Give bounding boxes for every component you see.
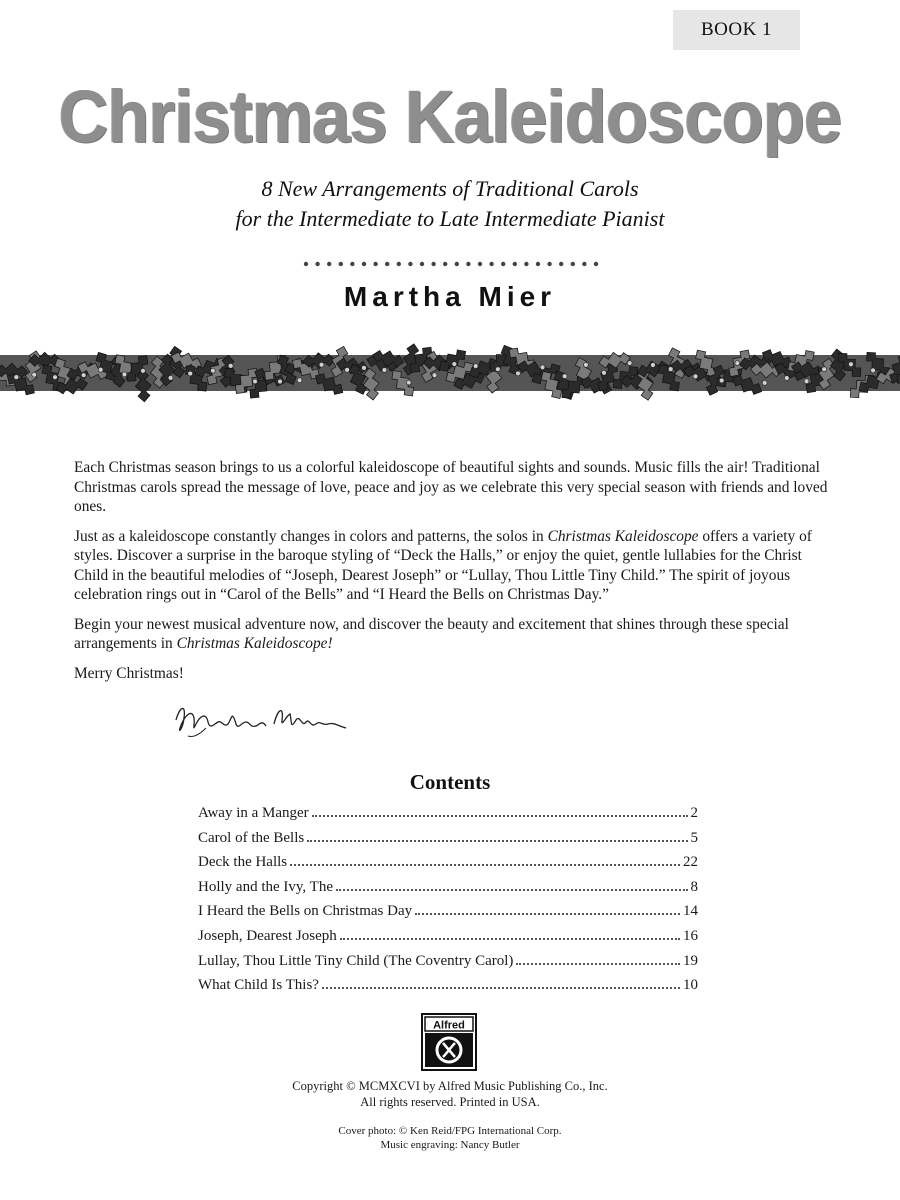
toc-page-number: 2 [690, 805, 698, 821]
toc-title: What Child Is This? [198, 977, 319, 994]
toc-leader [336, 889, 688, 891]
toc-page-number: 19 [683, 952, 698, 969]
contents-heading: Contents [409, 770, 491, 794]
toc-title: Away in a Manger [198, 805, 309, 821]
intro-paragraph-2: Just as a kaleidoscope constantly changes in colors and patterns, the solos in Christmas Kaleidoscope offers a variety of styles. Discover a surprise in the baroque styling of “Deck the Halls,” or enjoy the quiet, gentle lullabies for the Christ Child in the beautiful melodies of “Joseph, Dearest Joseph” or “Lullay, Thou Little Tiny Child.” The spirit of joyous celebration rings out in “Carol of the Bells” and “I Heard the Bells on Christmas Day.” [74, 527, 812, 603]
toc-row [198, 903, 698, 928]
toc-row [198, 928, 698, 953]
table-of-contents [198, 805, 698, 1002]
intro-paragraph-3: Begin your newest musical adventure now, and discover the beauty and excitement that shines through these special arrangements in Christmas Kaleidoscope! [74, 615, 789, 652]
intro-text [74, 458, 834, 693]
author-signature-icon [170, 698, 360, 748]
toc-title: Holly and the Ivy, The [198, 878, 333, 895]
dotted-divider [302, 258, 600, 270]
toc-page-number: 10 [683, 977, 698, 994]
subtitle-line-2: for the Intermediate to Late Intermediate Pianist [235, 206, 665, 231]
toc-title: Carol of the Bells [198, 829, 305, 846]
intro-greeting: Merry Christmas! [74, 664, 184, 682]
subtitle-line-1: 8 New Arrangements of Traditional Carols [261, 176, 639, 201]
toc-leader [415, 913, 680, 915]
toc-title: Lullay, Thou Little Tiny Child (The Coventry Carol) [198, 952, 514, 969]
toc-row [198, 830, 698, 855]
toc-page-number: 14 [683, 903, 698, 920]
toc-title: Joseph, Dearest Joseph [198, 927, 337, 944]
copyright-notice: Copyright © MCMXCVI by Alfred Music Publishing Co., Inc. All rights reserved. Printed in USA. [292, 1079, 608, 1109]
alfred-logo-icon [421, 1013, 477, 1071]
toc-title: Deck the Halls [198, 854, 288, 871]
credits: Cover photo: © Ken Reid/FPG International Corp. Music engraving: Nancy Butler [338, 1125, 562, 1151]
book-number-badge: BOOK 1 [673, 10, 800, 50]
intro-paragraph-1: Each Christmas season brings to us a colorful kaleidoscope of beautiful sights and sounds. Music fills the air! Traditional Christmas carols spread the message of love, peace and joy as we celebrate this very special season with friends and loved ones. [74, 459, 828, 515]
toc-leader [307, 840, 687, 842]
author-name: Martha Mier [343, 281, 557, 312]
toc-row [198, 977, 698, 1002]
toc-page-number: 22 [683, 854, 698, 871]
toc-row [198, 953, 698, 978]
toc-title: I Heard the Bells on Christmas Day [198, 903, 413, 920]
toc-row [198, 805, 698, 830]
toc-leader [516, 963, 680, 965]
svg-text:Alfred: Alfred [433, 1019, 465, 1032]
toc-leader [322, 987, 680, 989]
toc-leader [312, 815, 688, 817]
holly-garland-icon [0, 333, 900, 413]
toc-leader [290, 864, 680, 866]
book-title: Christmas Kaleidoscope [58, 75, 842, 158]
toc-row [198, 879, 698, 904]
toc-row [198, 854, 698, 879]
toc-page-number: 5 [690, 829, 698, 846]
toc-leader [340, 938, 680, 940]
toc-page-number: 16 [683, 927, 698, 944]
toc-page-number: 8 [690, 878, 698, 895]
